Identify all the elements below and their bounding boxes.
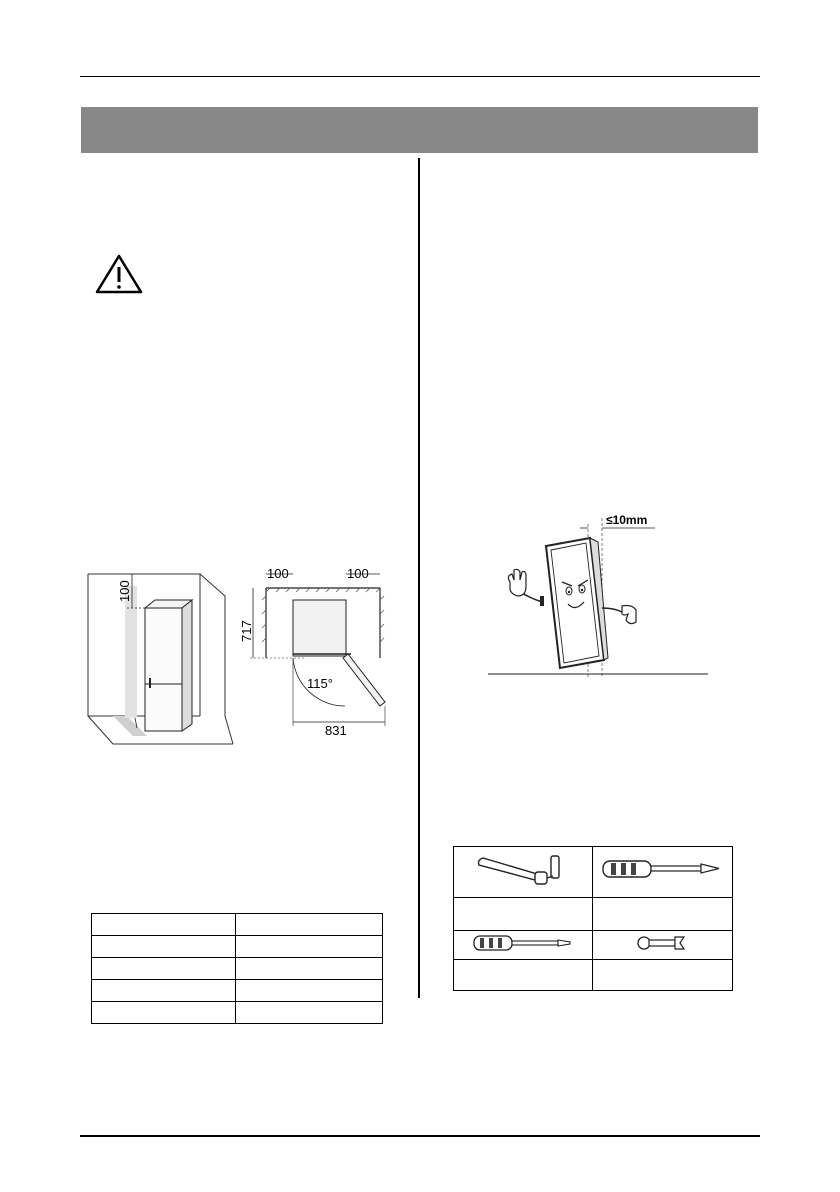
table-cell [236, 914, 383, 936]
table-cell [454, 898, 593, 931]
flat-screwdriver-icon [468, 932, 578, 954]
table-row [454, 898, 733, 931]
table-cell [454, 847, 593, 898]
height-clearance-label: 100 [117, 580, 132, 602]
table-cell [92, 958, 236, 980]
door-angle-label: 115° [307, 676, 333, 691]
table-cell [454, 960, 593, 991]
tilt-limit-label: ≤10mm [606, 513, 648, 527]
warning-icon [94, 253, 144, 295]
table-cell [236, 980, 383, 1002]
table-row [92, 914, 383, 936]
table-row [92, 958, 383, 980]
footer-rule [80, 1135, 760, 1137]
table-cell [236, 1002, 383, 1024]
table-cell [92, 936, 236, 958]
spanner-icon [632, 932, 692, 954]
section-banner [81, 107, 758, 153]
spec-table [91, 913, 383, 1024]
open-width-label: 831 [325, 723, 347, 738]
table-cell [92, 1002, 236, 1024]
table-row [92, 936, 383, 958]
table-cell [236, 958, 383, 980]
header-rule [80, 76, 760, 77]
side-clearance-left-label: 100 [267, 566, 289, 581]
table-row [92, 980, 383, 1002]
table-row [454, 847, 733, 898]
phillips-screwdriver-icon [597, 855, 727, 885]
table-cell [92, 980, 236, 1002]
table-row [92, 1002, 383, 1024]
table-cell [592, 898, 732, 931]
leveling-figure [480, 510, 710, 690]
table-cell [592, 960, 732, 991]
tools-table [453, 846, 733, 991]
table-cell [92, 914, 236, 936]
table-cell [592, 931, 732, 960]
socket-wrench-icon [473, 850, 573, 890]
column-divider [418, 158, 420, 998]
table-row [454, 931, 733, 960]
installation-clearance-figure [85, 566, 390, 751]
side-clearance-right-label: 100 [347, 566, 369, 581]
table-cell [236, 936, 383, 958]
table-cell [454, 931, 593, 960]
depth-label: 717 [239, 620, 254, 642]
table-row [454, 960, 733, 991]
table-cell [592, 847, 732, 898]
